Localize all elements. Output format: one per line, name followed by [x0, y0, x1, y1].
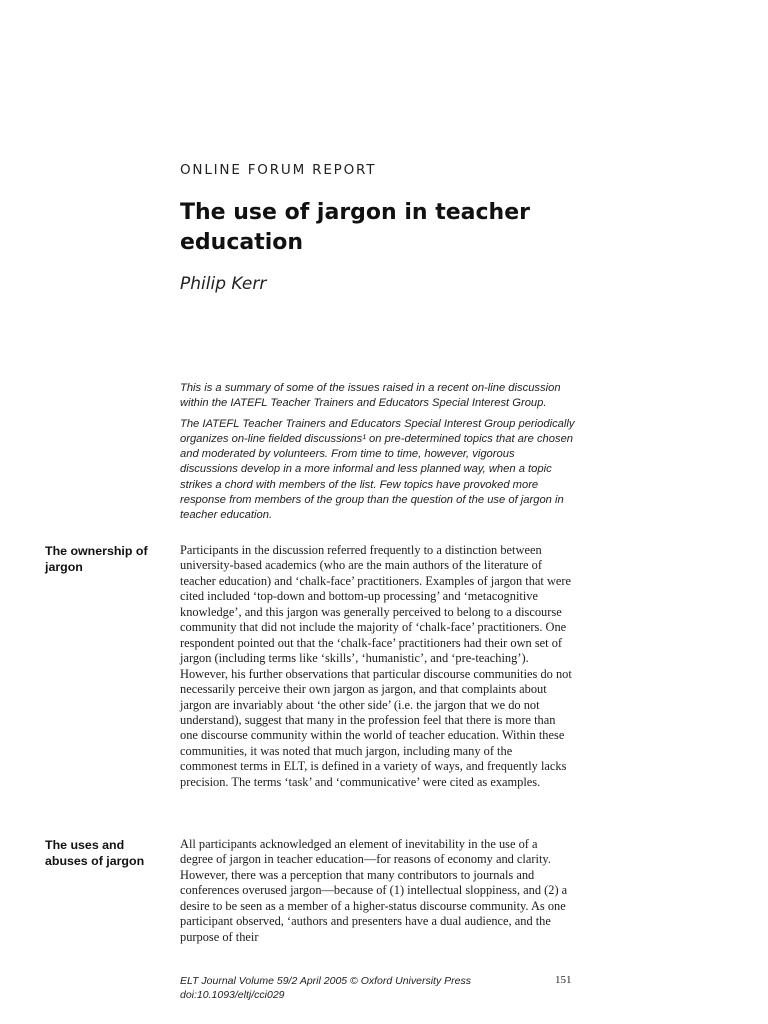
section-heading-uses-abuses: The uses and abuses of jargon: [45, 838, 145, 868]
author-name: Philip Kerr: [180, 274, 267, 294]
journal-info: ELT Journal Volume 59/2 April 2005 © Oxford University Press: [180, 975, 471, 987]
page-number: 151: [555, 974, 572, 986]
section-text-ownership: Participants in the discussion referred frequently to a distinction between university-based academics (who are the main authors of the literature of teacher education) and ‘chalk-face’ practitioners. Examples of jargon that were cited included ‘top-down and bottom-up processing’ and ‘metacognitive knowledge’, and this jargon was generally perceived to belong to a discourse community that did not include the majority of ‘chalk-face’ practitioners. One respondent pointed out that the ‘chalk-face’ practitioners had their own set of jargon (including terms like ‘skills’, ‘humanistic’, and ‘pre-teaching’). However, his further observations that particular discourse communities do not necessarily perceive their own jargon as jargon, and that complaints about jargon are invariably about ‘the other side’ (i.e. the jargon that we do not understand), suggest that many in the profession feel that there is more than one discourse community within the world of teacher education. Within these communities, it was noted that much jargon, including many of the commonest terms in ELT, is defined in a variety of ways, and frequently lacks precision. The terms ‘task’ and ‘communicative’ were cited as examples.: [180, 543, 572, 789]
abstract-intro: The IATEFL Teacher Trainers and Educators Special Interest Group periodically organizes on-line fielded discussions¹ on pre-determined topics that are chosen and moderated by volunteers. From time to time, however, vigorous discussions develop in a more informal and less planned way, when a topic strikes a chord with members of the list. Few topics have provoked more response from members of the group than the question of the use of jargon in teacher education.: [180, 417, 575, 522]
section-label: ONLINE FORUM REPORT: [180, 162, 377, 178]
abstract-summary: This is a summary of some of the issues raised in a recent on-line discussion within the IATEFL Teacher Trainers and Educators Special Interest Group.: [180, 382, 561, 410]
section-heading-ownership: The ownership of jargon: [45, 544, 148, 574]
abstract: [180, 381, 575, 529]
section-text-uses-abuses: All participants acknowledged an element of inevitability in the use of a degree of jargon in teacher education—for reasons of economy and clarity. However, there was a perception that many contributors to journals and conferences overused jargon—because of (1) intellectual sloppiness, and (2) a desire to be seen as a member of a higher-status discourse community. As one participant observed, ‘authors and presenters have a dual audience, and the purpose of their: [180, 837, 568, 944]
journal-citation: [180, 974, 575, 1002]
article-title: The use of jargon in teacher education: [180, 200, 530, 255]
doi: doi:10.1093/eltj/cci029: [180, 989, 285, 1001]
